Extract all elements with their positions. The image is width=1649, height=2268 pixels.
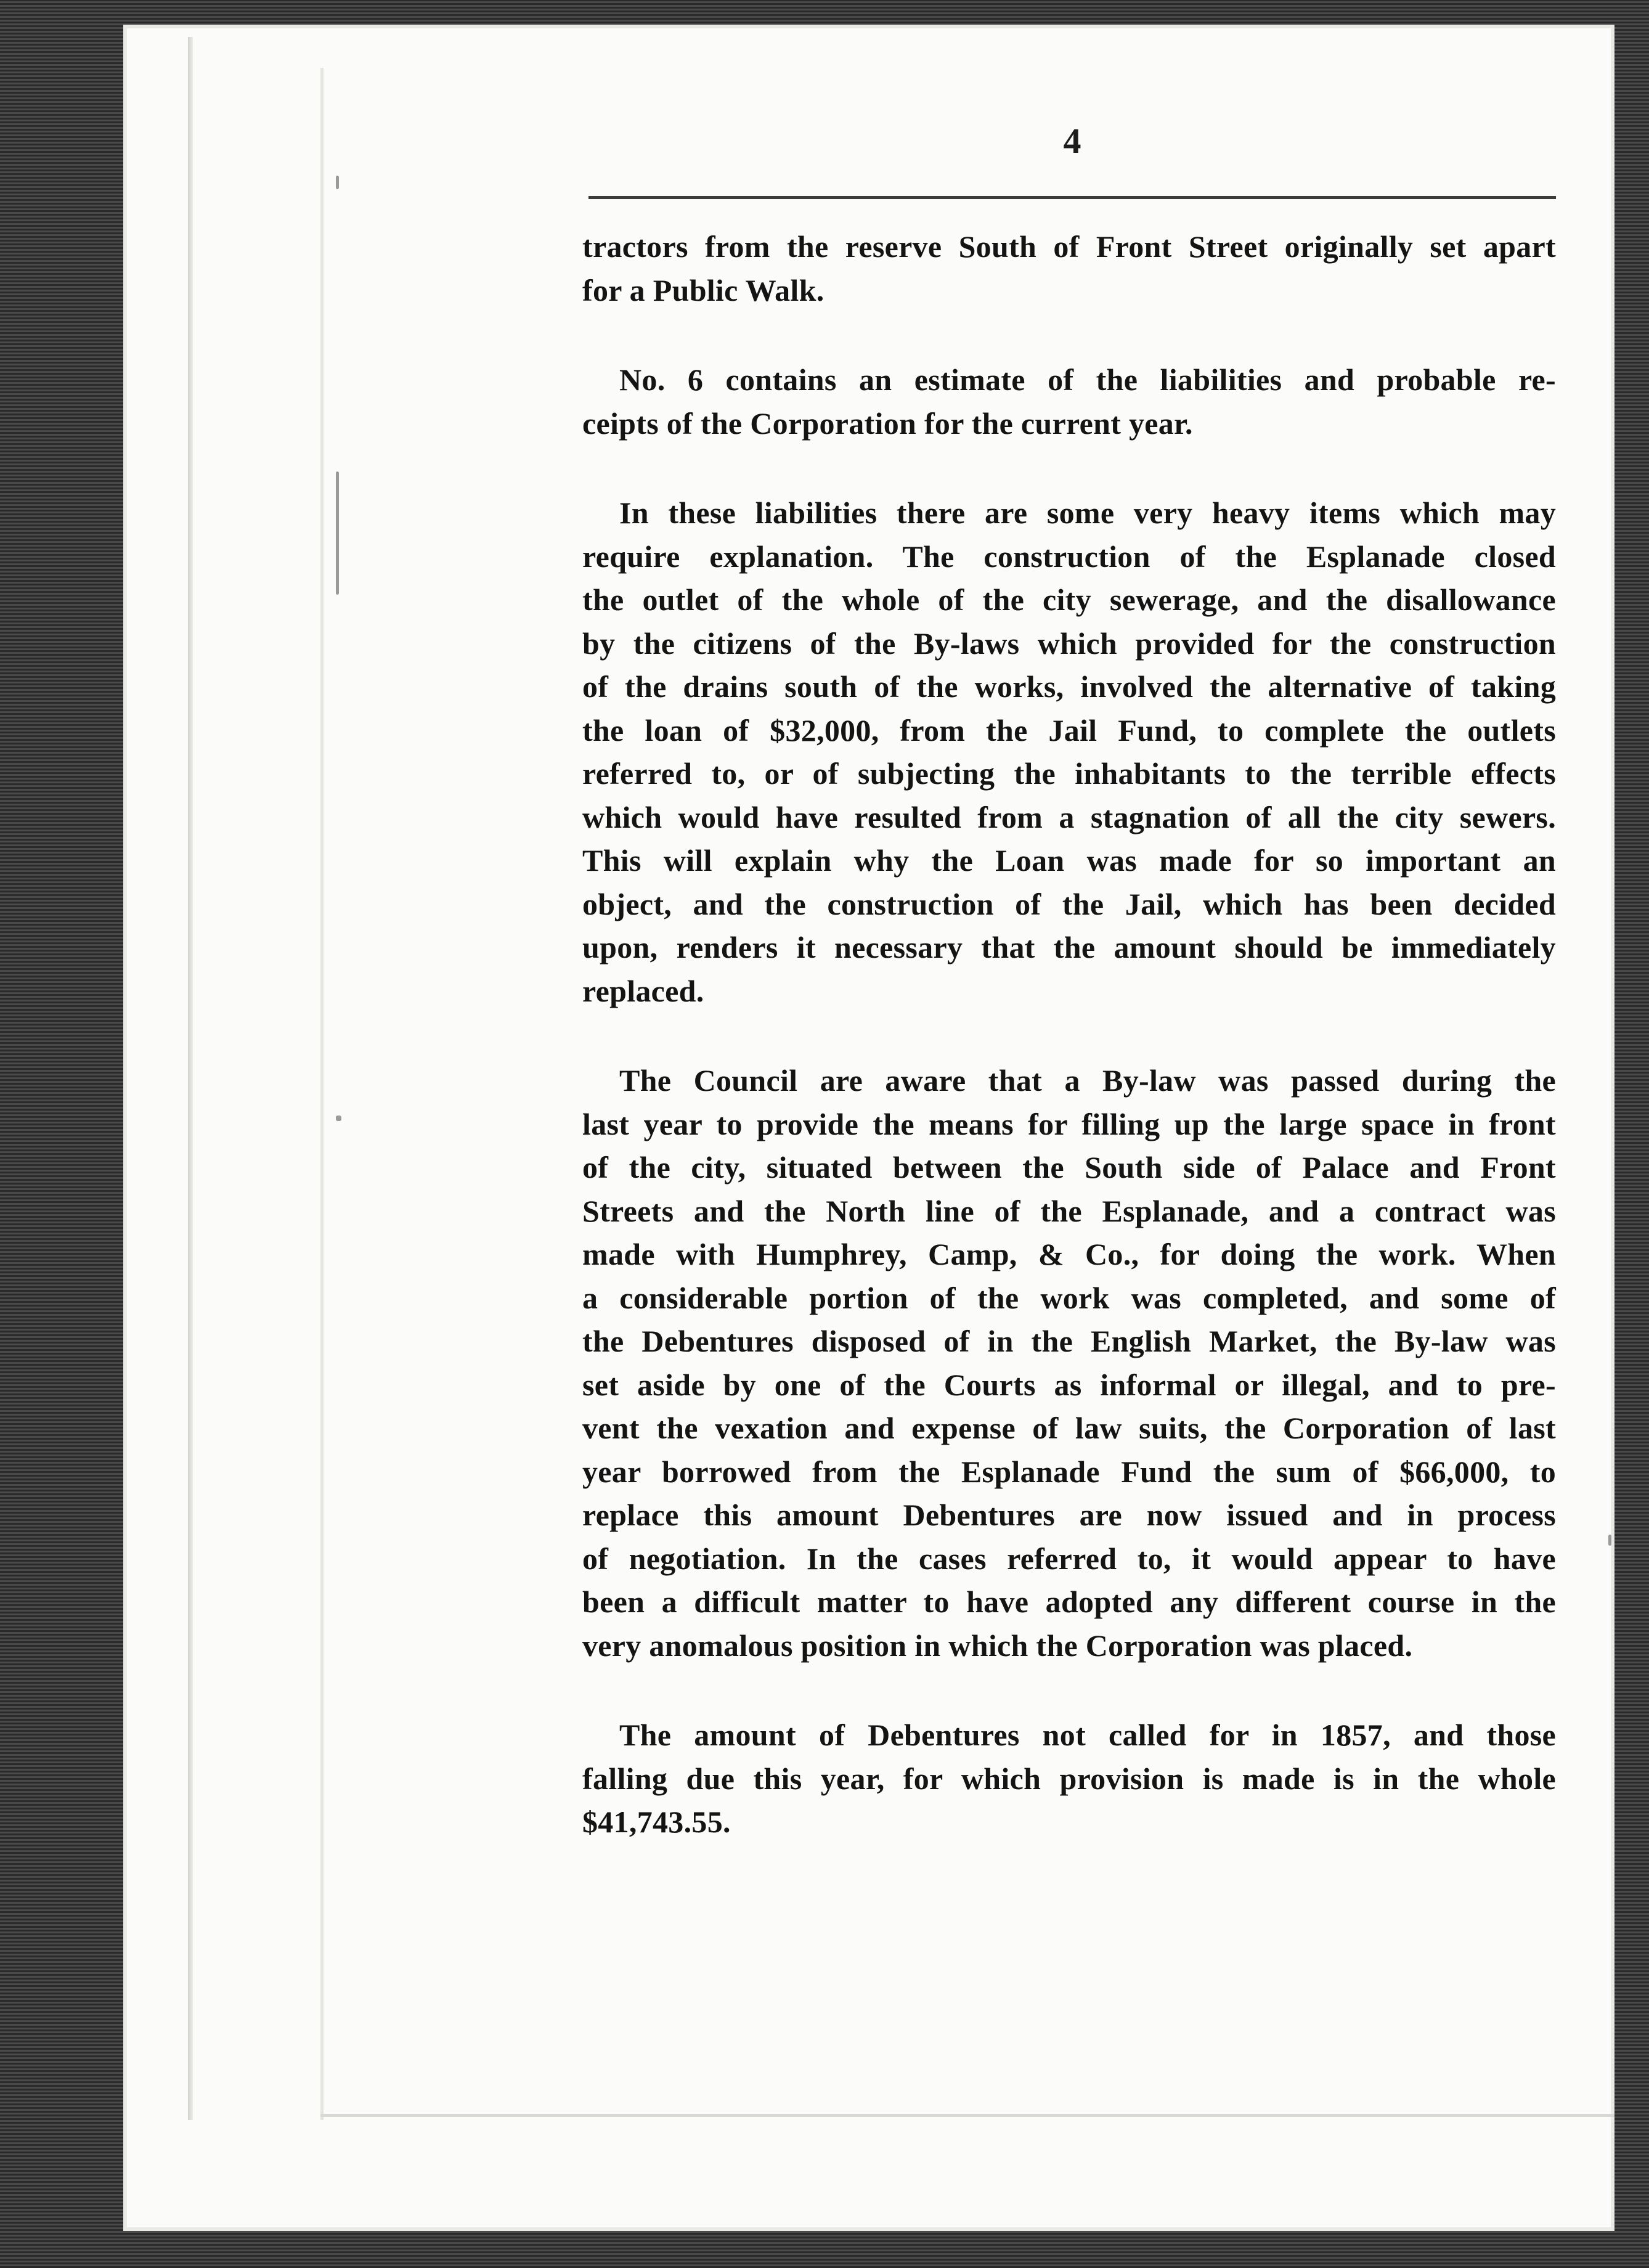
margin-speck [336, 176, 339, 189]
text-line: for a Public Walk. [582, 272, 824, 308]
page-fold-line [188, 37, 193, 2120]
text-line: the outlet of the whole of the city sewerage, and the disallowance [582, 582, 1556, 617]
text-line: upon, renders it necessary that the amount should be immediately [582, 930, 1556, 965]
text-line: No. 6 contains an estimate of the liabilities and probable re- [619, 362, 1556, 397]
paragraph [582, 358, 1556, 402]
text-line: of the city, situated between the South side of Palace and Front [582, 1150, 1556, 1185]
paragraph [582, 491, 1556, 535]
header-rule [588, 196, 1556, 199]
text-line: replace this amount Debentures are now issued and in process [582, 1498, 1556, 1532]
paragraph-continued [582, 1757, 1556, 1844]
text-line: tractors from the reserve South of Front Street originally set apart [582, 229, 1556, 264]
text-line: In these liabilities there are some very heavy items which may [619, 496, 1556, 530]
paragraph-continued [582, 535, 1556, 1013]
text-line: object, and the construction of the Jail, which has been decided [582, 886, 1556, 921]
text-line: of the drains south of the works, involved the alternative of taking [582, 669, 1556, 704]
page-number: 4 [1063, 121, 1081, 161]
text-line: referred to, or of subjecting the inhabitants to the terrible effects [582, 756, 1556, 791]
text-line: which would have resulted from a stagnation of all the city sewers. [582, 799, 1556, 834]
page-inner-edge [320, 68, 324, 2120]
text-line: The Council are aware that a By-law was passed during the [619, 1063, 1556, 1098]
text-line: very anomalous position in which the Corporation was placed. [582, 1628, 1413, 1663]
text-line: vent the vexation and expense of law suits, the Corporation of last [582, 1411, 1556, 1445]
text-line: a considerable portion of the work was completed, and some of [582, 1280, 1556, 1315]
text-line: require explanation. The construction of the Esplanade closed [582, 539, 1556, 574]
margin-speck [1608, 1535, 1611, 1546]
paragraph-continued [582, 1103, 1556, 1668]
text-line: This will explain why the Loan was made for so important an [582, 843, 1556, 878]
text-line: by the citizens of the By-laws which provided for the construction [582, 626, 1556, 661]
text-line: last year to provide the means for filling up the large space in front [582, 1106, 1556, 1141]
text-line: the loan of $32,000, from the Jail Fund, to complete the outlets [582, 712, 1556, 748]
text-line: $41,743.55. [582, 1805, 731, 1839]
paragraph [582, 1059, 1556, 1103]
text-line: The amount of Debentures not called for in 1857, and those [619, 1718, 1556, 1752]
margin-speck [336, 1116, 341, 1121]
text-line: falling due this year, for which provision is made is in the whole [582, 1761, 1556, 1796]
paragraph [582, 1713, 1556, 1757]
text-line: replaced. [582, 973, 704, 1008]
text-line: ceipts of the Corporation for the current year. [582, 406, 1193, 441]
text-line: made with Humphrey, Camp, & Co., for doing the work. When [582, 1237, 1556, 1271]
text-line: Streets and the North line of the Esplanade, and a contract was [582, 1193, 1556, 1228]
text-line: set aside by one of the Courts as informal or illegal, and to pre- [582, 1367, 1556, 1402]
text-line: the Debentures disposed of in the English Market, the By-law was [582, 1324, 1556, 1358]
body-text [582, 225, 1556, 1844]
paragraph-continued [582, 402, 1556, 446]
text-line: year borrowed from the Esplanade Fund the sum of $66,000, to [582, 1454, 1556, 1489]
page-bottom-edge [320, 2114, 1614, 2117]
paragraph [582, 225, 1556, 312]
text-line: of negotiation. In the cases referred to, it would appear to have [582, 1541, 1556, 1576]
text-line: been a difficult matter to have adopted any different course in the [582, 1585, 1556, 1619]
margin-speck [336, 471, 339, 595]
